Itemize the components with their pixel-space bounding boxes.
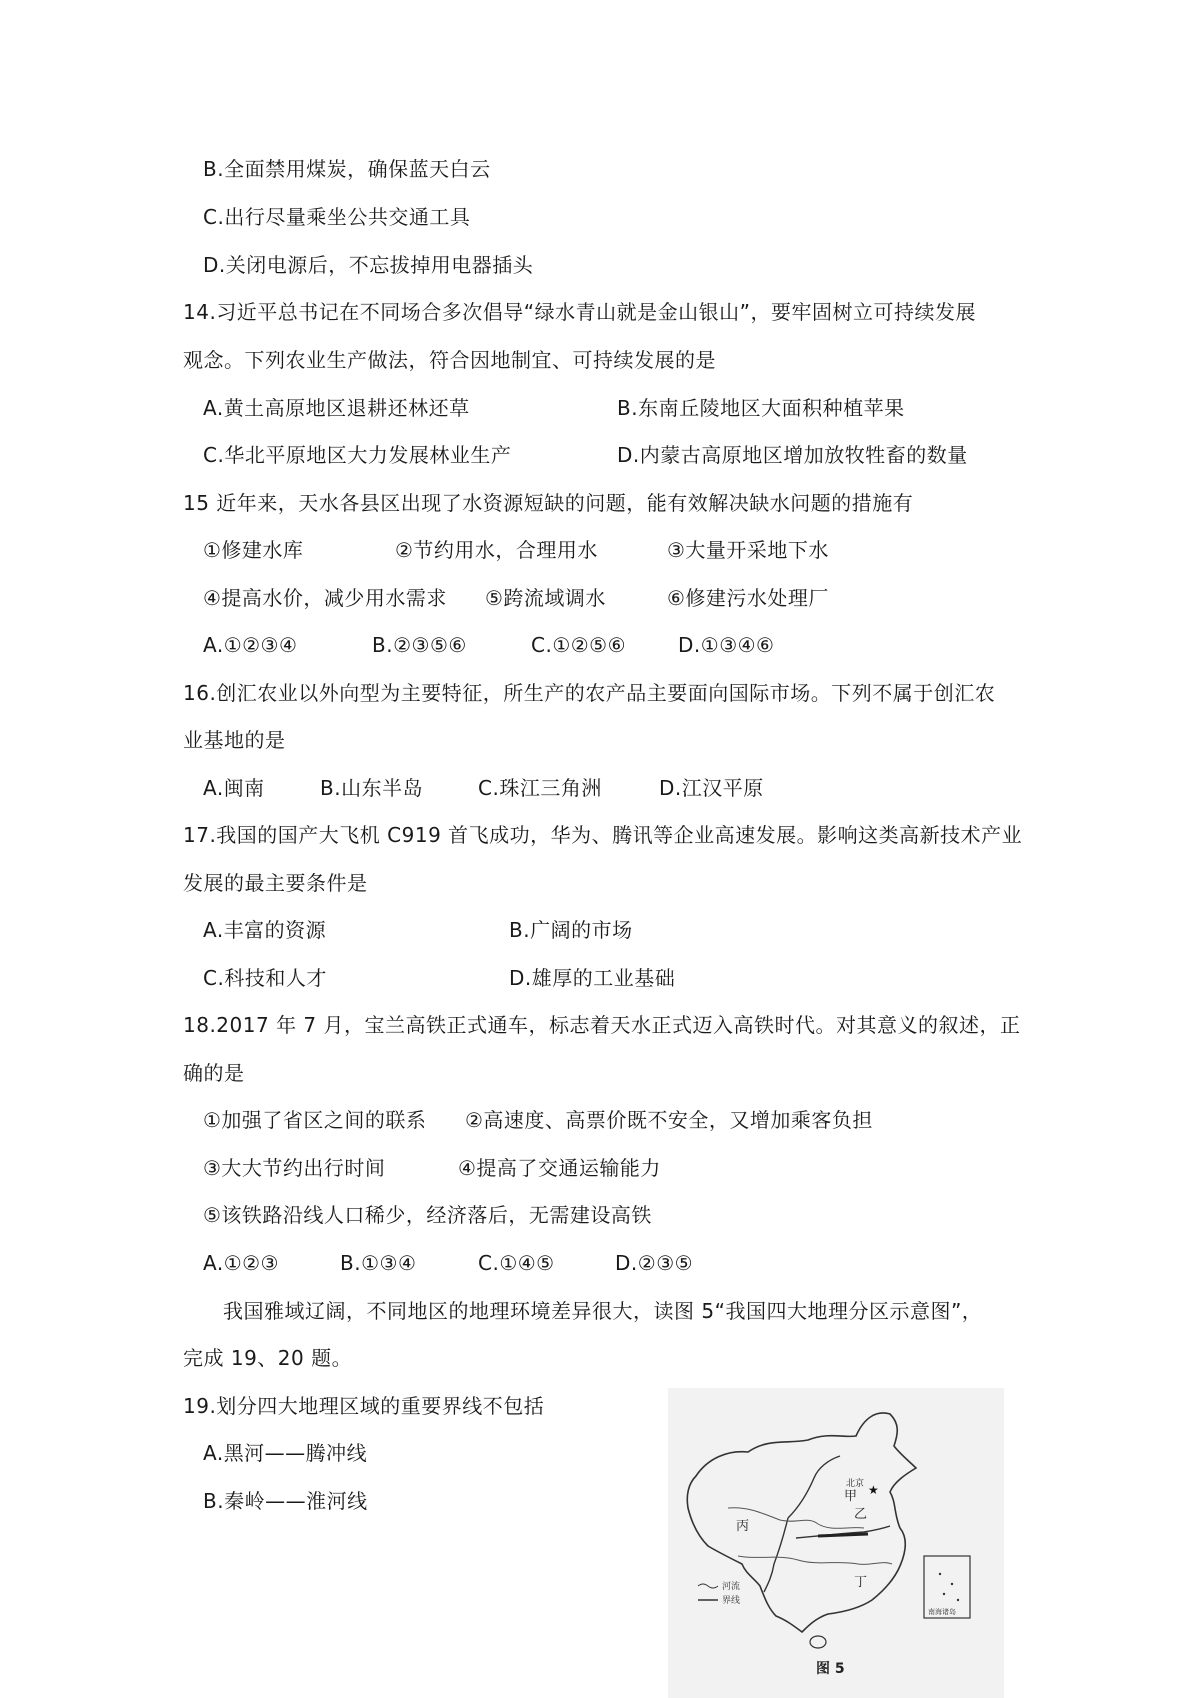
q18-option-b: B.①③④ bbox=[340, 1251, 417, 1275]
figure-caption: 图 5 bbox=[816, 1661, 845, 1677]
q15-option-c: C.①②⑤⑥ bbox=[531, 633, 627, 657]
q14-option-c: C.华北平原地区大力发展林业生产 bbox=[203, 443, 512, 467]
qinling-mountains bbox=[818, 1534, 868, 1536]
q16-stem-line1: 16.创汇农业以外向型为主要特征，所生产的农产品主要面向国际市场。下列不属于创汇农 bbox=[183, 681, 996, 705]
label-ding: 丁 bbox=[854, 1575, 868, 1590]
reading-intro-line2: 完成 19、20 题。 bbox=[183, 1346, 353, 1370]
label-yi: 乙 bbox=[854, 1507, 868, 1522]
label-beijing: 北京 bbox=[846, 1479, 865, 1489]
q15-item-5: ⑤跨流域调水 bbox=[485, 586, 606, 610]
q17-option-d: D.雄厚的工业基础 bbox=[509, 966, 676, 990]
china-regions-map-figure bbox=[668, 1388, 1004, 1698]
q14-option-d: D.内蒙古高原地区增加放牧牲畜的数量 bbox=[617, 443, 968, 467]
q18-option-d: D.②③⑤ bbox=[615, 1251, 694, 1275]
hainan-island bbox=[810, 1636, 826, 1648]
q17-option-b: B.广阔的市场 bbox=[509, 918, 633, 942]
q15-item-2: ②节约用水，合理用水 bbox=[395, 538, 598, 562]
q15-stem: 15 近年来，天水各县区出现了水资源短缺的问题，能有效解决缺水问题的措施有 bbox=[183, 491, 914, 515]
q14-option-b: B.东南丘陵地区大面积种植苹果 bbox=[617, 396, 905, 420]
q15-item-4: ④提高水价，减少用水需求 bbox=[203, 586, 447, 610]
q16-option-b: B.山东半岛 bbox=[320, 776, 424, 800]
region-boundary-west bbox=[764, 1518, 788, 1592]
q19-stem: 19.划分四大地理区域的重要界线不包括 bbox=[183, 1394, 545, 1418]
q15-item-6: ⑥修建污水处理厂 bbox=[667, 586, 829, 610]
q18-item-5: ⑤该铁路沿线人口稀少，经济落后，无需建设高铁 bbox=[203, 1203, 652, 1227]
q18-stem-line1: 18.2017 年 7 月，宝兰高铁正式通车，标志着天水正式迈入高铁时代。对其意义的叙述，正 bbox=[183, 1013, 1021, 1037]
inset-label: 南海诸岛 bbox=[928, 1608, 956, 1616]
q14-option-a: A.黄土高原地区退耕还林还草 bbox=[203, 396, 470, 420]
legend-river-icon bbox=[698, 1584, 718, 1588]
beijing-star-icon: ★ bbox=[868, 1483, 879, 1497]
q17-stem-line1: 17.我国的国产大飞机 C919 首飞成功，华为、腾讯等企业高速发展。影响这类高新技术产业 bbox=[183, 823, 1023, 847]
legend-river-label: 河流 bbox=[722, 1582, 741, 1592]
q16-stem-line2: 业基地的是 bbox=[183, 728, 286, 752]
q16-option-a: A.闽南 bbox=[203, 776, 265, 800]
q19-option-b: B.秦岭——淮河线 bbox=[203, 1489, 368, 1513]
q13-option-d: D.关闭电源后，不忘拔掉用电器插头 bbox=[203, 253, 534, 277]
q17-stem-line2: 发展的最主要条件是 bbox=[183, 871, 368, 895]
q18-option-c: C.①④⑤ bbox=[478, 1251, 555, 1275]
q15-option-d: D.①③④⑥ bbox=[678, 633, 775, 657]
q18-item-4: ④提高了交通运输能力 bbox=[458, 1156, 661, 1180]
reading-intro-line1: 我国雅域辽阔，不同地区的地理环境差异很大，读图 5“我国四大地理分区示意图”， bbox=[223, 1299, 983, 1323]
region-boundary-north bbox=[788, 1456, 840, 1518]
q18-option-a: A.①②③ bbox=[203, 1251, 279, 1275]
q16-option-d: D.江汉平原 bbox=[659, 776, 764, 800]
label-jia: 甲 bbox=[844, 1489, 858, 1504]
yangtze-river bbox=[738, 1556, 892, 1564]
q15-item-1: ①修建水库 bbox=[203, 538, 304, 562]
q13-option-c: C.出行尽量乘坐公共交通工具 bbox=[203, 205, 471, 229]
q19-option-a: A.黑河——腾冲线 bbox=[203, 1441, 368, 1465]
q16-option-c: C.珠江三角洲 bbox=[478, 776, 602, 800]
q18-item-3: ③大大节约出行时间 bbox=[203, 1156, 386, 1180]
q18-item-1: ①加强了省区之间的联系 bbox=[203, 1108, 427, 1132]
q15-item-3: ③大量开采地下水 bbox=[667, 538, 829, 562]
label-bing: 丙 bbox=[736, 1519, 750, 1534]
legend-boundary-label: 界线 bbox=[722, 1596, 741, 1606]
q18-stem-line2: 确的是 bbox=[183, 1061, 245, 1085]
q14-stem-line1: 14.习近平总书记在不同场合多次倡导“绿水青山就是金山银山”，要牢固树立可持续发展 bbox=[183, 300, 977, 324]
q17-option-a: A.丰富的资源 bbox=[203, 918, 327, 942]
q15-option-b: B.②③⑤⑥ bbox=[372, 633, 467, 657]
q14-stem-line2: 观念。下列农业生产做法，符合因地制宜、可持续发展的是 bbox=[183, 348, 716, 372]
china-regions-map bbox=[668, 1388, 1004, 1698]
q17-option-c: C.科技和人才 bbox=[203, 966, 327, 990]
q18-item-2: ②高速度、高票价既不安全，又增加乘客负担 bbox=[465, 1108, 873, 1132]
q13-option-b: B.全面禁用煤炭，确保蓝天白云 bbox=[203, 157, 491, 181]
q15-option-a: A.①②③④ bbox=[203, 633, 298, 657]
